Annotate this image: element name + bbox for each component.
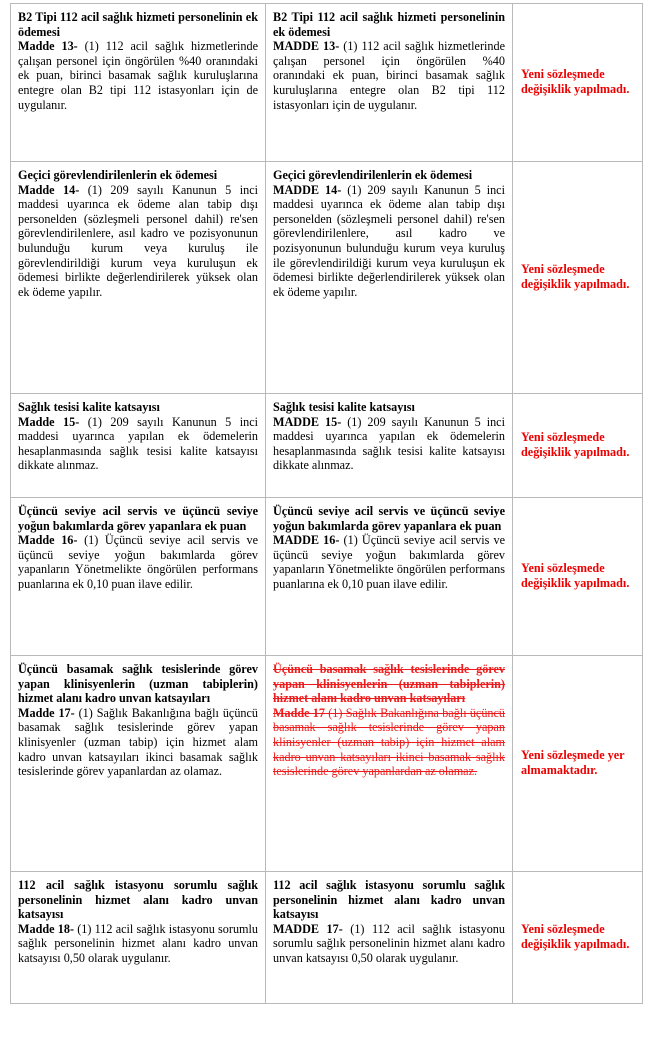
change-note: Yeni sözleşmede değişiklik yapılmadı. — [513, 162, 643, 394]
new-article-number: MADDE 14- — [273, 182, 342, 197]
new-article-number: MADDE 13- — [273, 39, 340, 54]
new-article-number: MADDE 17- — [273, 921, 343, 936]
old-article-number: Madde 18- — [18, 921, 75, 936]
old-article-title: Sağlık tesisi kalite katsayısı — [18, 400, 160, 414]
new-article-text: (1) 112 acil sağlık hizmetlerinde çalışan personel için öngörülen %40 oranındaki ek puan, birinci basamak sağlık kuruluşlarına entegre olan B2 tipi 112 istasyonları için de uygulanır. — [273, 39, 505, 112]
new-article-number: MADDE 16- — [273, 533, 340, 548]
old-article-text: (1) 112 acil sağlık istasyonu sorumlu sağlık personelinin hizmet alanı kadro unvan katsayısı 0,50 olarak uygulanır. — [18, 921, 259, 965]
new-text-cell — [266, 394, 513, 498]
old-text-cell — [11, 162, 266, 394]
old-text-cell — [11, 872, 266, 1004]
old-article-number: Madde 13- — [18, 39, 78, 54]
old-article-text: (1) Sağlık Bakanlığına bağlı üçüncü basamak sağlık tesislerinde görev yapan klinisyenler (uzman tabip) için hizmet alam kadro unvan katsayıları ikinci basamak sağlık tesislerinde görev yapanlardan az olamaz. — [18, 705, 259, 779]
old-article-title: Üçüncü basamak sağlık tesislerinde görev yapan klinisyenlerin (uzman tabiplerin) hizmet alanı kadro unvan katsayıları — [18, 662, 258, 706]
change-note: Yeni sözleşmede değişiklik yapılmadı. — [513, 4, 643, 162]
old-article-title: 112 acil sağlık istasyonu sorumlu sağlık personelinin hizmet alanı kadro unvan katsayısı — [18, 878, 258, 922]
change-note: Yeni sözleşmede değişiklik yapılmadı. — [513, 872, 643, 1004]
new-text-cell — [266, 4, 513, 162]
change-note: Yeni sözleşmede yer almamaktadır. — [513, 656, 643, 872]
new-text-cell — [266, 872, 513, 1004]
new-article-text: (1) Üçüncü seviye acil servis ve üçüncü seviye yoğun bakımlarda görev yapanların Yönetmelikte öngörülen performans puanlarına ek 0,10 puan ilave edilir. — [273, 533, 505, 591]
new-article-text: (1) 209 sayılı Kanunun 5 inci maddesi uyarınca yapılan ek ödemelerin hesaplanmasında sağlık tesisi kalite katsayısı dikkate alınmaz. — [273, 414, 505, 473]
old-article-text: (1) 209 sayılı Kanunun 5 inci maddesi uyarınca yapılan ek ödemelerin hesaplanmasında sağlık tesisi kalite katsayısı dikkate alınmaz. — [18, 414, 258, 473]
table-row — [11, 498, 643, 656]
old-article-number: Madde 14- — [18, 182, 80, 197]
new-article-number: Madde 17 — [273, 705, 325, 720]
new-text-cell — [266, 498, 513, 656]
new-text-cell — [266, 162, 513, 394]
comparison-table — [10, 3, 643, 1004]
new-article-title: Geçici görevlendirilenlerin ek ödemesi — [273, 168, 473, 182]
table-row — [11, 4, 643, 162]
change-note: Yeni sözleşmede değişiklik yapılmadı. — [513, 394, 643, 498]
old-text-cell — [11, 394, 266, 498]
new-article-title: 112 acil sağlık istasyonu sorumlu sağlık personelinin hizmet alanı kadro unvan katsayısı — [273, 878, 505, 922]
old-article-title: Üçüncü seviye acil servis ve üçüncü seviye yoğun bakımlarda görev yapanlara ek puan — [18, 504, 258, 533]
new-article-title: B2 Tipi 112 acil sağlık hizmeti personelinin ek ödemesi — [273, 10, 505, 39]
old-article-text: (1) 209 sayılı Kanunun 5 inci maddesi uyarınca ek ödeme alan tabip dışı personelden (sözleşmeli personel dahil) re'sen görevlendirilenlere, asıl kadro ve pozisyonunun bulunduğu kurum veya kuruluş ile görevlendirildiği kurum veya kuruluşun ek ödemesi birlikte değerlendirilerek yüksek olan ek ödeme yapılır. — [18, 182, 258, 299]
table-row — [11, 162, 643, 394]
new-article-number: MADDE 15- — [273, 414, 342, 429]
old-text-cell — [11, 498, 266, 656]
old-article-number: Madde 15- — [18, 414, 80, 429]
old-text-cell — [11, 4, 266, 162]
new-article-text: (1) 209 sayılı Kanunun 5 inci maddesi uyarınca ek ödeme alan tabip dışı personelden (sözleşmeli personel dahil) re'sen görevlendirilenlere, asıl kadro ve pozisyonunun bulunduğu kurum veya kuruluş ile görevlendirildiği kurum veya kuruluşun ek ödemesi birlikte değerlendirilerek yüksek olan ek ödeme yapılır. — [273, 182, 505, 299]
new-article-title: Üçüncü seviye acil servis ve üçüncü seviye yoğun bakımlarda görev yapanlara ek puan — [273, 504, 505, 533]
new-article-title: Üçüncü basamak sağlık tesislerinde görev yapan klinisyenlerin (uzman tabiplerin) hizmet alanı kadro unvan katsayıları — [273, 662, 505, 706]
change-note: Yeni sözleşmede değişiklik yapılmadı. — [513, 498, 643, 656]
new-article-title: Sağlık tesisi kalite katsayısı — [273, 400, 415, 414]
new-article-text: (1) 112 acil sağlık istasyonu sorumlu sağlık personelinin hizmet alanı kadro unvan katsayısı 0,50 olarak uygulanır. — [273, 921, 505, 965]
table-row — [11, 656, 643, 872]
table-row — [11, 872, 643, 1004]
table-row — [11, 394, 643, 498]
old-article-number: Madde 16- — [18, 533, 78, 548]
new-article-text: (1) Sağlık Bakanlığına bağlı üçüncü basamak sağlık tesislerinde görev yapan klinisyenler (uzman tabip) için hizmet alam kadro unvan katsayıları ikinci basamak sağlık tesislerinde görev yapanlardan az olamaz. — [273, 705, 506, 779]
old-article-number: Madde 17- — [18, 705, 75, 720]
old-article-text: (1) 112 acil sağlık hizmetlerinde çalışan personel için öngörülen %40 oranındaki ek puan, birinci basamak sağlık kuruluşlarına entegre olan B2 tipi 112 istasyonları için de uygulanır. — [18, 39, 258, 112]
old-article-title: Geçici görevlendirilenlerin ek ödemesi — [18, 168, 218, 182]
old-article-title: B2 Tipi 112 acil sağlık hizmeti personelinin ek ödemesi — [18, 10, 258, 39]
old-article-text: (1) Üçüncü seviye acil servis ve üçüncü seviye yoğun bakımlarda görev yapanların Yönetmelikte öngörülen performans puanlarına ek 0,10 puan ilave edilir. — [18, 533, 259, 591]
new-text-cell-deleted — [266, 656, 513, 872]
old-text-cell — [11, 656, 266, 872]
